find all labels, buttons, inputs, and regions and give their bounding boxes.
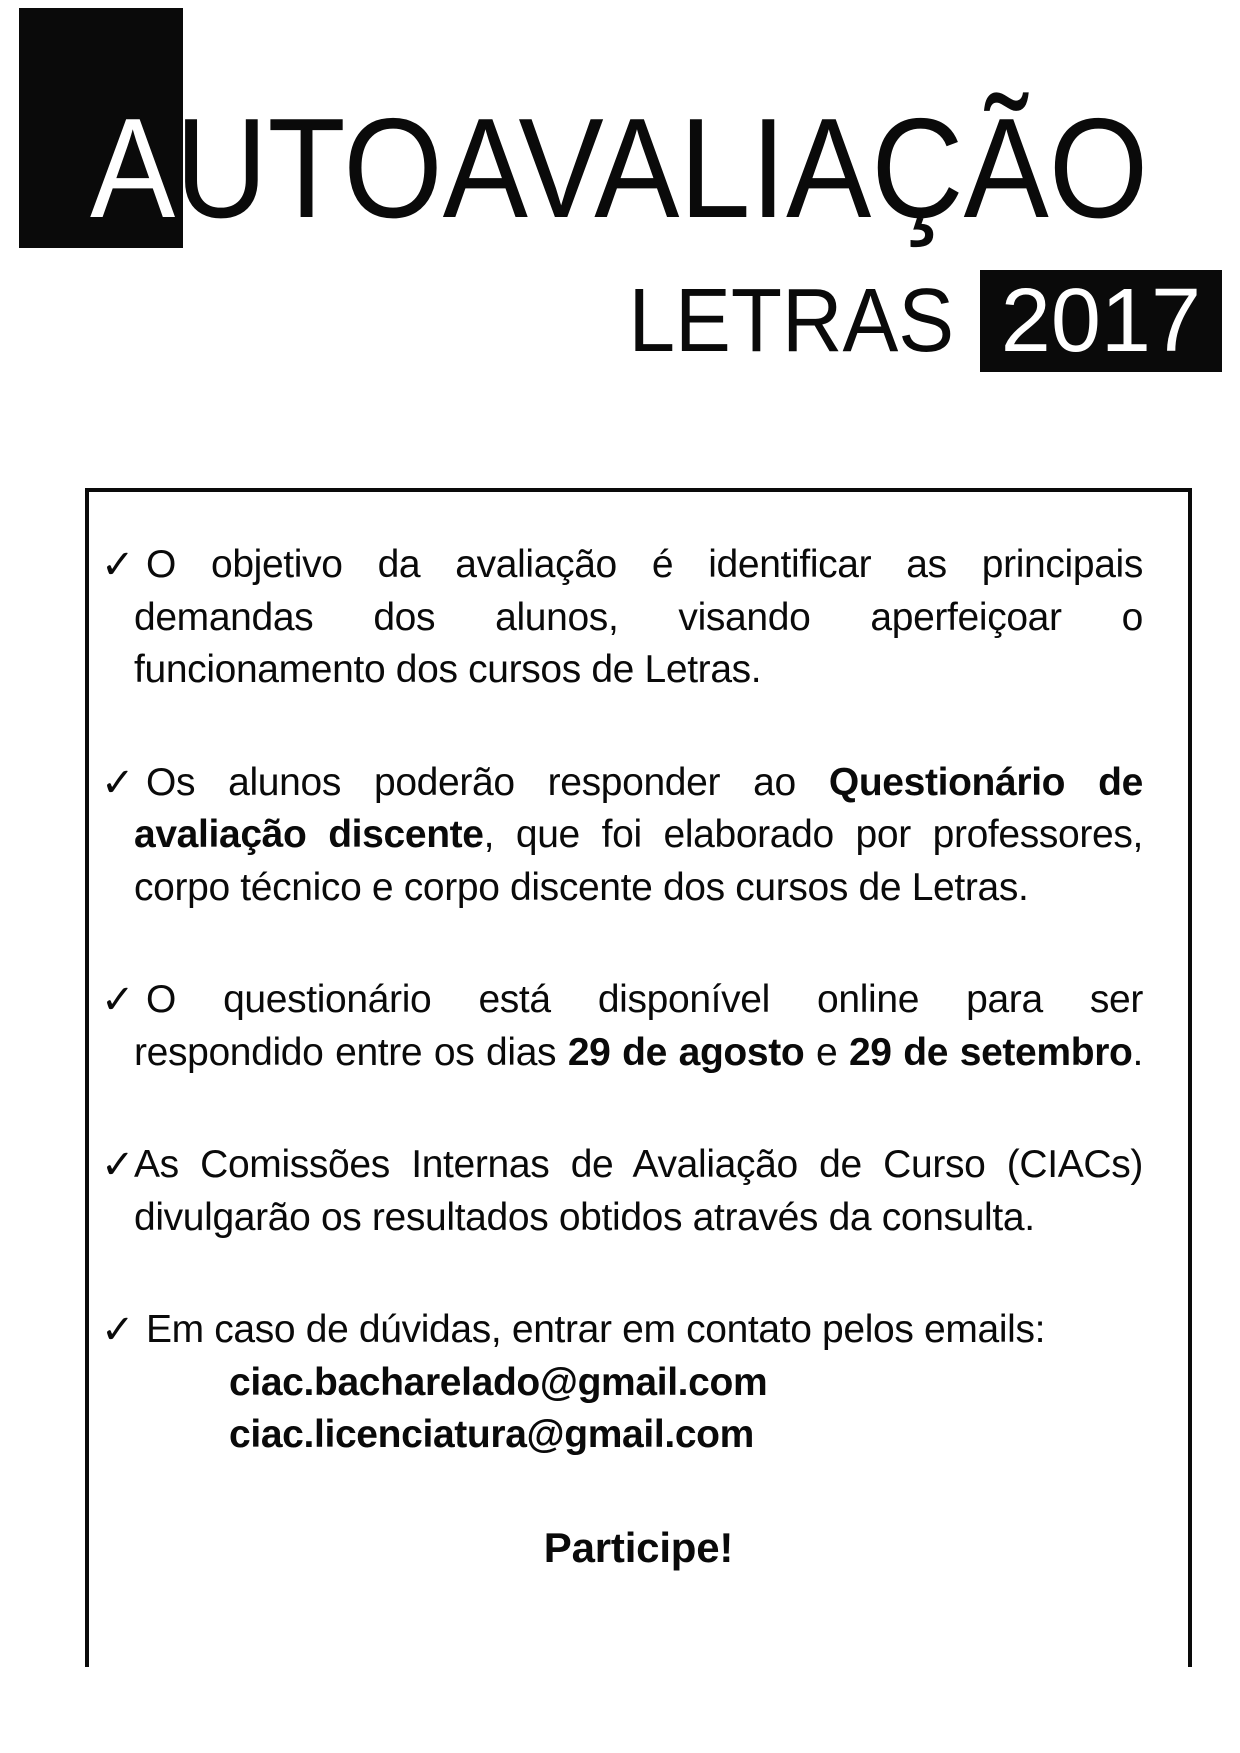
text-segment: demandas dos alunos, visando aperfeiçoar o [134,595,1143,639]
bold-text-segment: avaliação discente [134,813,484,856]
title-first-letter: A [90,89,176,248]
bullet-line [134,539,1143,592]
page-title [90,89,1149,248]
text-segment: Os alunos poderão responder ao [146,760,829,804]
bullet-line [134,644,1143,697]
bullet-item [101,974,1143,1079]
text-segment: , que foi elaborado por professores, [483,813,1143,856]
bullet-line [134,1304,1143,1357]
checkmark-icon: ✓ [101,978,135,1022]
bullet-item [101,1304,1143,1462]
checkmark-icon: ✓ [101,543,135,587]
checkmark-icon: ✓ [101,760,135,805]
bullet-line [134,974,1143,1027]
bullet-line [134,809,1143,862]
notice-box [85,488,1192,1667]
bold-text-segment: Questionário de [828,760,1143,804]
bullet-line [134,592,1143,645]
bullet-line [134,1027,1143,1080]
bold-text-segment: 29 de setembro [848,1030,1133,1074]
bold-text-segment: 29 de agosto [567,1030,805,1074]
email-address: ciac.licenciatura@gmail.com [229,1413,754,1456]
text-segment: Em caso de dúvidas, entrar em contato pelos emails: [146,1308,1046,1351]
bullet-list [101,539,1143,1462]
text-segment: O objetivo da avaliação é identificar as principais [146,543,1143,586]
subtitle-row [604,270,1222,372]
email-address: ciac.bacharelado@gmail.com [229,1360,768,1404]
text-segment: funcionamento dos cursos de Letras. [134,648,762,691]
bullet-line [134,1192,1143,1245]
bullet-item [101,539,1143,697]
text-segment: O questionário está disponível online para ser [146,978,1143,1021]
subtitle-letras: LETRAS [628,271,954,371]
title-rest: UTOAVALIAÇÃO [175,89,1149,248]
subtitle-year: 2017 [1000,271,1201,371]
subtitle-year-box [980,270,1222,372]
text-segment: corpo técnico e corpo discente dos cursos de Letras. [134,865,1029,909]
bullet-item [101,757,1143,915]
text-segment: . [1132,1030,1143,1074]
text-segment: divulgarão os resultados obtidos através da consulta. [134,1195,1035,1239]
text-segment: As Comissões Internas de Avaliação de Curso (CIACs) [134,1143,1143,1186]
bullet-line [134,862,1143,915]
text-segment: e [804,1030,849,1074]
checkmark-icon: ✓ [101,1308,135,1352]
bullet-line [134,1139,1143,1192]
text-segment: respondido entre os dias [134,1030,568,1074]
bullet-item [101,1139,1143,1244]
checkmark-icon: ✓ [101,1143,135,1187]
bullet-line [134,757,1143,810]
cta-text: Participe! [543,1523,734,1571]
